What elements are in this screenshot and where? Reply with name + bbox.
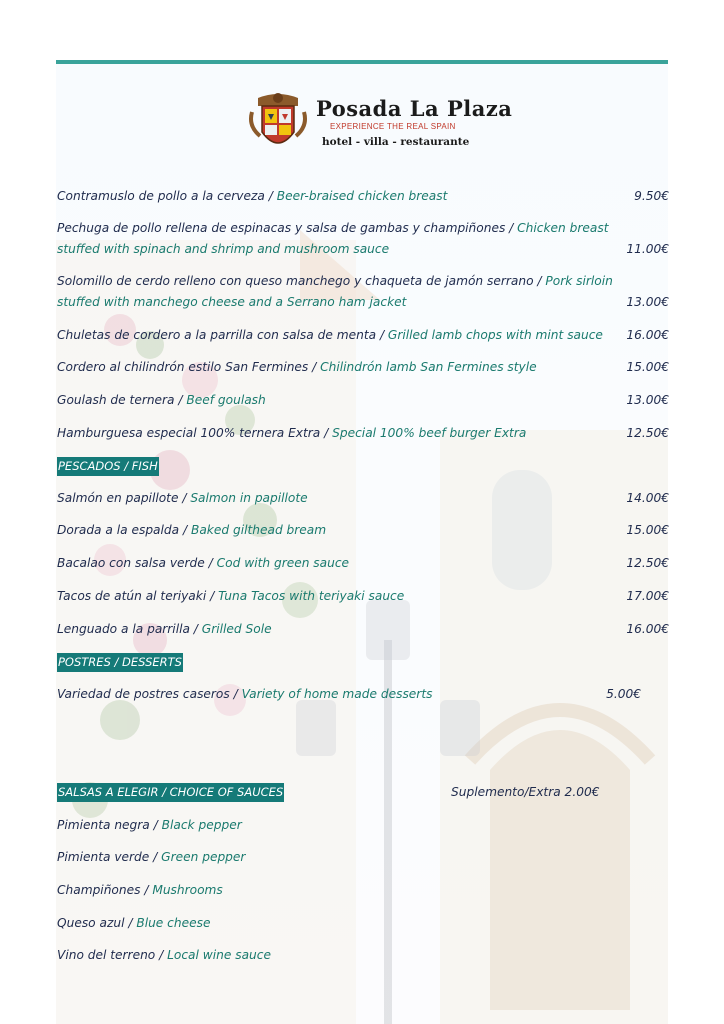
item-price: 16.00€ bbox=[626, 622, 669, 636]
menu-item bbox=[57, 271, 669, 313]
item-name-es: Pimienta verde / bbox=[57, 850, 162, 864]
menu-item bbox=[57, 423, 669, 444]
item-name-en: Green pepper bbox=[161, 850, 246, 864]
item-price: 5.00€ bbox=[606, 687, 641, 701]
item-name-en: Chicken breast stuffed with spinach and shrimp and mushroom sauce bbox=[57, 221, 609, 256]
item-name-es: Champiñones / bbox=[57, 883, 153, 897]
item-name-es: Lenguado a la parrilla / bbox=[57, 622, 202, 636]
menu-item bbox=[57, 586, 669, 607]
menu-item bbox=[57, 553, 669, 574]
item-price: 12.50€ bbox=[626, 556, 669, 570]
sauce-item bbox=[57, 945, 669, 966]
menu-item bbox=[57, 684, 669, 705]
item-name-en: Tuna Tacos with teriyaki sauce bbox=[218, 589, 405, 603]
section-heading-fish: PESCADOS / FISH bbox=[57, 457, 159, 476]
menu-item bbox=[57, 325, 669, 346]
logo-subtitle: hotel - villa - restaurante bbox=[322, 136, 470, 148]
menu-item bbox=[57, 488, 669, 509]
item-price: 17.00€ bbox=[626, 589, 669, 603]
sauce-item bbox=[57, 815, 669, 836]
item-price: 12.50€ bbox=[626, 426, 669, 440]
item-name-es: Chuletas de cordero a la parrilla con salsa de menta / bbox=[57, 328, 388, 342]
item-price: 9.50€ bbox=[634, 189, 669, 203]
item-name-en: Variety of home made desserts bbox=[241, 687, 433, 701]
menu-item bbox=[57, 357, 669, 378]
sauce-supplement-price: Suplemento/Extra 2.00€ bbox=[451, 785, 600, 799]
item-price: 13.00€ bbox=[626, 393, 669, 407]
item-name-es: Cordero al chilindrón estilo San Fermines / bbox=[57, 360, 321, 374]
item-name-en: Mushrooms bbox=[152, 883, 223, 897]
item-name-es: Vino del terreno / bbox=[57, 948, 168, 962]
item-name-es: Pimienta negra / bbox=[57, 818, 162, 832]
item-name-en: Special 100% beef burger Extra bbox=[332, 426, 527, 440]
item-price: 11.00€ bbox=[626, 242, 669, 256]
menu-item bbox=[57, 619, 669, 640]
item-name-es: Solomillo de cerdo relleno con queso manchego y chaqueta de jamón serrano / bbox=[57, 274, 546, 288]
section-heading-sauces: SALSAS A ELEGIR / CHOICE OF SAUCES bbox=[57, 783, 284, 802]
item-price: 15.00€ bbox=[626, 360, 669, 374]
item-name-en: Pork sirloin stuffed with manchego cheese and a Serrano ham jacket bbox=[57, 274, 613, 309]
item-name-en: Beer-braised chicken breast bbox=[276, 189, 448, 203]
item-price: 15.00€ bbox=[626, 523, 669, 537]
item-name-en: Salmon in papillote bbox=[190, 491, 308, 505]
item-name-es: Contramuslo de pollo a la cerveza / bbox=[57, 189, 277, 203]
item-name-es: Tacos de atún al teriyaki / bbox=[57, 589, 219, 603]
sauce-item bbox=[57, 880, 669, 901]
item-name-es: Dorada a la espalda / bbox=[57, 523, 191, 537]
item-name-es: Bacalao con salsa verde / bbox=[57, 556, 217, 570]
item-name-en: Black pepper bbox=[161, 818, 242, 832]
menu-item bbox=[57, 218, 669, 260]
item-name-es: Pechuga de pollo rellena de espinacas y salsa de gambas y champiñones / bbox=[57, 221, 518, 235]
menu-item bbox=[57, 186, 669, 207]
item-name-en: Grilled lamb chops with mint sauce bbox=[387, 328, 603, 342]
item-price: 14.00€ bbox=[626, 491, 669, 505]
item-name-en: Grilled Sole bbox=[201, 622, 272, 636]
sauce-item bbox=[57, 913, 669, 934]
item-name-es: Hamburguesa especial 100% ternera Extra / bbox=[57, 426, 333, 440]
item-name-en: Cod with green sauce bbox=[216, 556, 350, 570]
item-name-es: Variedad de postres caseros / bbox=[57, 687, 242, 701]
section-heading-desserts: POSTRES / DESSERTS bbox=[57, 653, 183, 672]
logo-title: Posada La Plaza bbox=[316, 96, 513, 121]
item-name-es: Salmón en papillote / bbox=[57, 491, 191, 505]
item-name-es: Queso azul / bbox=[57, 916, 137, 930]
logo-tagline: EXPERIENCE THE REAL SPAIN bbox=[330, 122, 456, 131]
sauce-item bbox=[57, 847, 669, 868]
item-name-en: Beef goulash bbox=[186, 393, 266, 407]
item-name-en: Baked gilthead bream bbox=[190, 523, 327, 537]
menu-item bbox=[57, 520, 669, 541]
item-name-es: Goulash de ternera / bbox=[57, 393, 187, 407]
item-price: 16.00€ bbox=[626, 328, 669, 342]
item-name-en: Chilindrón lamb San Fermines style bbox=[320, 360, 537, 374]
item-price: 13.00€ bbox=[626, 295, 669, 309]
menu-item bbox=[57, 390, 669, 411]
item-name-en: Local wine sauce bbox=[167, 948, 271, 962]
item-name-en: Blue cheese bbox=[136, 916, 211, 930]
